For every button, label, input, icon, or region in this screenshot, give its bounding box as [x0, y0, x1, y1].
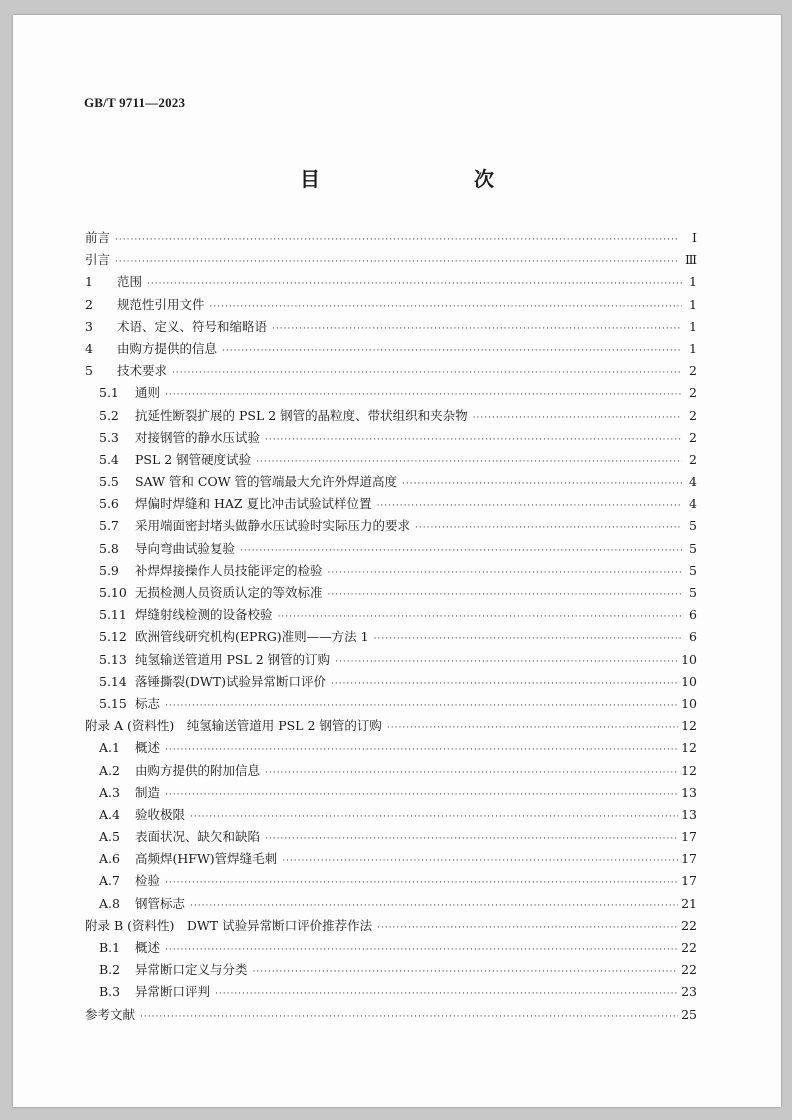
toc-entry-number: 5.15 [99, 695, 127, 711]
toc-entry-title: 欧洲管线研究机构(EPRG)准则——方法 1 [135, 629, 369, 645]
toc-entry-number: 5.11 [99, 607, 127, 623]
toc-entry-page: 1 [689, 318, 697, 334]
toc-entry[interactable] [85, 249, 697, 271]
toc-entry[interactable] [85, 671, 697, 693]
dot-leader [147, 273, 682, 295]
toc-entry-number: A.8 [99, 895, 120, 911]
toc-entry-title: 参考文献 [85, 1006, 136, 1022]
toc-entry-number: 5.1 [99, 385, 119, 401]
toc-entry-number: 4 [85, 340, 93, 356]
toc-entry-number: 5.13 [99, 651, 127, 667]
toc-entry-title: 异常断口定义与分类 [135, 962, 248, 978]
toc-entry-title: 对接钢管的静水压试验 [135, 429, 261, 445]
toc-entry-number: 5 [85, 363, 93, 379]
toc-entry-number: A.7 [99, 873, 120, 889]
toc-entry-number: 3 [85, 318, 93, 334]
toc-entry-number: 5.2 [99, 407, 119, 423]
toc-entry[interactable] [85, 294, 697, 316]
dot-leader [415, 517, 682, 539]
toc-entry[interactable] [85, 493, 697, 515]
toc-entry[interactable] [85, 848, 697, 870]
toc-entry-number: 5.8 [99, 540, 119, 556]
toc-entry-page: 2 [689, 407, 697, 423]
toc-entry-title: SAW 管和 COW 管的管端最大允许外焊道高度 [135, 474, 398, 490]
toc-entry[interactable] [85, 271, 697, 293]
dot-leader [115, 251, 682, 273]
toc-entry-title: 无损检测人员资质认定的等效标准 [135, 585, 323, 600]
dot-leader [272, 318, 682, 340]
toc-entry[interactable] [85, 471, 697, 493]
toc-entry-number: A.6 [99, 851, 120, 867]
toc-entry-number: A.3 [99, 784, 120, 800]
toc-entry-page: 5 [689, 562, 697, 578]
toc-entry-page: 10 [681, 651, 697, 667]
toc-entry[interactable] [85, 981, 697, 1003]
toc-entry[interactable] [85, 382, 697, 404]
dot-leader [172, 362, 682, 384]
dot-leader [253, 961, 679, 983]
toc-entry-page: 25 [681, 1006, 697, 1022]
toc-entry-page: 5 [689, 540, 697, 556]
toc-entry-page: 22 [681, 940, 697, 955]
toc-entry-page: 22 [681, 917, 697, 933]
dot-leader [278, 606, 682, 628]
toc-entry-number: 5.5 [99, 474, 119, 490]
toc-entry-page: 1 [689, 274, 697, 290]
toc-entry[interactable] [85, 449, 697, 471]
dot-leader [190, 895, 678, 917]
toc-entry[interactable] [85, 804, 697, 826]
toc-entry[interactable] [85, 604, 697, 626]
toc-entry[interactable] [85, 360, 697, 382]
toc-entry[interactable] [85, 560, 697, 582]
dot-leader [165, 872, 678, 894]
dot-leader [165, 384, 682, 406]
dot-leader [222, 340, 682, 362]
dot-leader [256, 451, 682, 473]
toc-entry-title: 前言 [85, 230, 111, 245]
toc-entry-page: Ⅰ [692, 230, 697, 245]
toc-entry-page: 6 [689, 607, 697, 623]
toc-entry-title: 概述 [135, 740, 161, 756]
toc-entry[interactable] [85, 915, 697, 937]
toc-entry-page: 13 [681, 806, 697, 822]
toc-entry-title: 引言 [85, 252, 111, 268]
toc-entry-title: 附录 B (资料性) DWT 试验异常断口评价推荐作法 [85, 917, 373, 933]
toc-entry[interactable] [85, 626, 697, 648]
dot-leader [165, 739, 678, 761]
toc-entry-page: Ⅲ [684, 252, 697, 268]
toc-entry-number: 5.9 [99, 562, 119, 578]
toc-entry-title: 标志 [135, 695, 161, 711]
toc-entry[interactable] [85, 582, 697, 604]
toc-entry-number: 2 [85, 296, 93, 312]
toc-entry[interactable] [85, 959, 697, 981]
toc-entry-page: 17 [681, 873, 697, 889]
toc-entry-title: 验收极限 [135, 806, 186, 822]
toc-entry[interactable] [85, 937, 697, 959]
toc-entry-title: 规范性引用文件 [117, 296, 205, 312]
dot-leader [165, 695, 678, 717]
toc-entry-title: 技术要求 [117, 363, 168, 379]
toc-entry-title: 检验 [135, 873, 161, 889]
dot-leader [387, 717, 678, 739]
toc-entry-number: 5.12 [99, 629, 127, 645]
toc-entry-title: 落锤撕裂(DWT)试验异常断口评价 [135, 673, 326, 689]
toc-entry-number: B.2 [99, 962, 121, 978]
toc-entry-title: 导向弯曲试验复验 [135, 540, 236, 556]
toc-entry-number: A.5 [99, 829, 120, 845]
dot-leader [265, 429, 682, 451]
toc-entry[interactable] [85, 693, 697, 715]
toc-entry[interactable] [85, 316, 697, 338]
toc-entry-number: A.1 [99, 740, 120, 756]
toc-entry-title: 术语、定义、符号和缩略语 [117, 318, 268, 334]
dot-leader [190, 806, 678, 828]
toc-entry-title: PSL 2 钢管硬度试验 [135, 451, 252, 467]
toc-entry[interactable] [85, 338, 697, 360]
dot-leader [165, 939, 678, 961]
toc-entry-title: 采用端面密封堵头做静水压试验时实际压力的要求 [135, 518, 411, 534]
toc-entry-title: 异常断口评判 [135, 984, 211, 1000]
toc-entry-page: 1 [689, 340, 697, 356]
toc-entry-page: 2 [689, 429, 697, 445]
document-code: GB/T 9711—2023 [84, 95, 186, 110]
toc-entry-title: 表面状况、缺欠和缺陷 [135, 829, 261, 845]
toc-entry-title: 纯氢输送管道用 PSL 2 钢管的订购 [135, 651, 331, 667]
dot-leader [335, 651, 678, 673]
toc-entry-number: 5.6 [99, 496, 119, 512]
toc-entry[interactable] [85, 826, 697, 848]
dot-leader [328, 584, 682, 606]
toc-entry-page: 13 [681, 784, 697, 800]
toc-entry-title: 补焊焊接操作人员技能评定的检验 [135, 562, 323, 578]
dot-leader [473, 407, 682, 429]
toc-entry-title: 附录 A (资料性) 纯氢输送管道用 PSL 2 钢管的订购 [85, 718, 382, 734]
toc-entry-title: 高频焊(HFW)管焊缝毛刺 [135, 851, 278, 867]
toc-entry-page: 17 [681, 829, 697, 845]
dot-leader [377, 495, 682, 517]
toc-entry-number: 5.4 [99, 451, 119, 467]
toc-entry[interactable] [85, 715, 697, 737]
toc-entry-number: A.4 [99, 806, 120, 822]
toc-entry-page: 12 [681, 718, 697, 734]
table-of-contents [85, 227, 697, 1026]
toc-entry[interactable] [85, 760, 697, 782]
toc-entry-number: 5.3 [99, 429, 119, 445]
toc-entry-page: 5 [689, 585, 697, 600]
dot-leader [377, 917, 678, 939]
dot-leader [140, 1006, 678, 1028]
toc-entry[interactable] [85, 893, 697, 915]
dot-leader [374, 628, 682, 650]
toc-entry-page: 2 [689, 451, 697, 467]
toc-entry[interactable] [85, 405, 697, 427]
toc-entry-title: 制造 [135, 784, 161, 800]
toc-entry[interactable] [85, 1004, 697, 1026]
dot-leader [215, 983, 678, 1005]
toc-entry[interactable] [85, 427, 697, 449]
dot-leader [331, 673, 678, 695]
dot-leader [240, 540, 682, 562]
toc-entry-title: 钢管标志 [135, 895, 186, 911]
toc-entry-page: 2 [689, 385, 697, 401]
toc-entry-number: A.2 [99, 762, 120, 778]
toc-entry[interactable] [85, 538, 697, 560]
toc-entry-page: 12 [681, 740, 697, 756]
toc-entry-number: 5.14 [99, 673, 127, 689]
toc-entry-number: B.3 [99, 984, 121, 1000]
toc-entry[interactable] [85, 737, 697, 759]
document-page [13, 15, 781, 1107]
toc-entry-page: 17 [681, 851, 697, 867]
toc-entry-page: 4 [689, 496, 697, 512]
toc-entry-title: 概述 [135, 940, 161, 955]
toc-entry[interactable] [85, 649, 697, 671]
toc-entry-title: 由购方提供的信息 [117, 340, 218, 356]
toc-entry-page: 23 [681, 984, 697, 1000]
toc-entry-page: 21 [681, 895, 697, 911]
toc-entry-page: 5 [689, 518, 697, 534]
toc-entry-title: 由购方提供的附加信息 [135, 762, 261, 778]
toc-entry-page: 10 [681, 695, 697, 711]
toc-entry-title: 范围 [117, 274, 143, 290]
dot-leader [282, 850, 678, 872]
toc-entry-page: 6 [689, 629, 697, 645]
dot-leader [165, 784, 678, 806]
toc-entry-page: 22 [681, 962, 697, 978]
dot-leader [265, 828, 678, 850]
toc-entry-title: 焊缝射线检测的设备校验 [135, 607, 273, 623]
toc-entry-page: 12 [681, 762, 697, 778]
toc-entry-page: 2 [689, 363, 697, 379]
toc-entry[interactable] [85, 515, 697, 537]
dot-leader [265, 762, 678, 784]
toc-entry-page: 10 [681, 673, 697, 689]
toc-entry-number: 1 [85, 274, 93, 290]
toc-entry-title: 抗延性断裂扩展的 PSL 2 钢管的晶粒度、带状组织和夹杂物 [135, 407, 468, 423]
toc-entry-number: B.1 [99, 940, 121, 955]
dot-leader [115, 229, 682, 251]
toc-title: 目 次 [300, 167, 532, 191]
toc-entry-page: 4 [689, 474, 697, 490]
toc-entry-number: 5.10 [99, 585, 127, 600]
toc-entry-title: 焊偏时焊缝和 HAZ 夏比冲击试验试样位置 [135, 496, 372, 512]
toc-entry-page: 1 [689, 296, 697, 312]
toc-entry[interactable] [85, 227, 697, 249]
dot-leader [402, 473, 682, 495]
toc-entry-title: 通则 [135, 385, 161, 401]
toc-entry[interactable] [85, 782, 697, 804]
dot-leader [210, 296, 682, 318]
dot-leader [328, 562, 682, 584]
toc-entry[interactable] [85, 870, 697, 892]
toc-entry-number: 5.7 [99, 518, 119, 534]
